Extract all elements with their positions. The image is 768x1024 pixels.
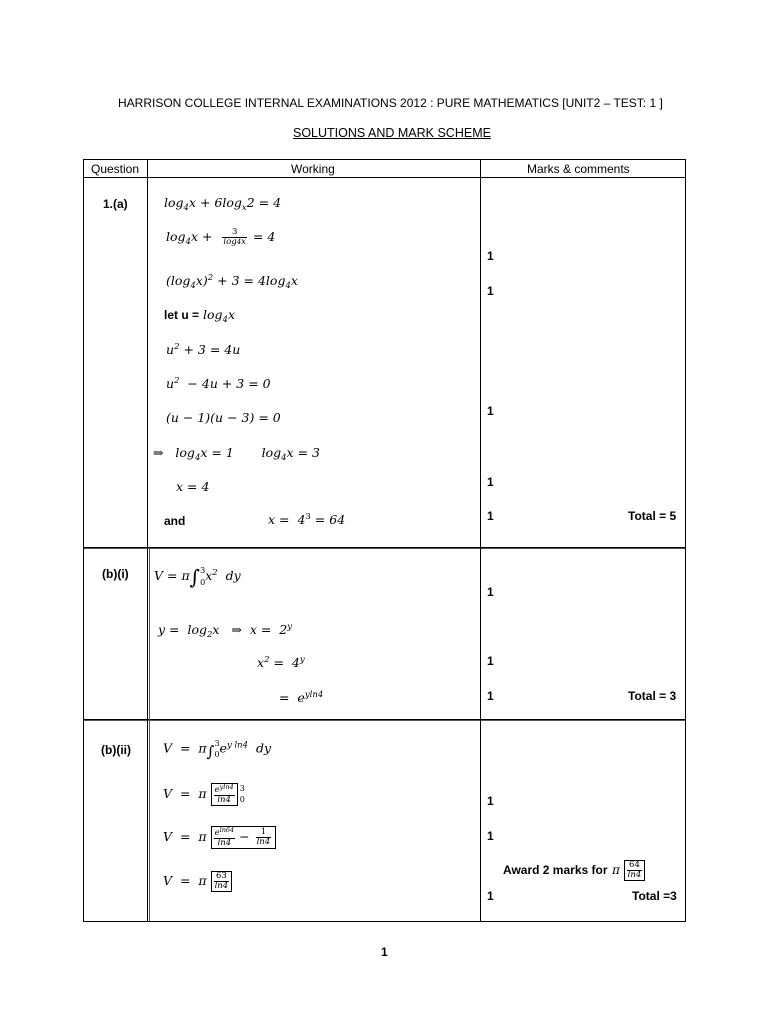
document-subtitle: SOLUTIONS AND MARK SCHEME xyxy=(293,126,491,140)
working-1bii-line2: V = π $\frac{e^{yln4}}{\ln 4}$ 3 0 xyxy=(163,783,245,805)
document-title: HARRISON COLLEGE INTERNAL EXAMINATIONS 2012 : PURE MATHEMATICS [UNIT2 – TEST: 1 ] xyxy=(118,96,663,110)
mark-1a-4: 1 xyxy=(487,475,494,489)
working-1bi-line2: $y = \log_2x$ ⇒ x = 2$^y$ xyxy=(158,622,293,640)
question-label-1bi: (b)(i) xyxy=(102,567,129,581)
mark-1bi-3: 1 xyxy=(487,689,494,703)
working-1a-line3: $(\log_4x)^2 + 3 = 4\log_4x$ xyxy=(166,273,298,291)
working-1a-line2: $\log_4x$ + $\frac{3}{\log 4x}$ = 4 xyxy=(166,227,276,247)
column-header-question: Question xyxy=(91,162,140,176)
total-1bi: Total = 3 xyxy=(628,689,677,703)
total-1a: Total = 5 xyxy=(628,509,677,523)
total-1bii: Total =3 xyxy=(632,889,677,903)
working-1bii-line3: V = π $\frac{e^{ln64}}{\ln 4}$ − $\frac{1}{\ln 4}$ xyxy=(163,826,276,849)
question-label-1a: 1.(a) xyxy=(103,197,128,211)
working-1a-line10: $x = 4^3 = 64$ xyxy=(268,512,346,527)
working-1a-line7: (u − 1)(u − 3) = 0 xyxy=(166,410,281,425)
question-label-1bii: (b)(ii) xyxy=(101,743,131,757)
award-text: Award 2 marks for xyxy=(503,862,608,877)
working-1a-line4: let $u = \log_4x$ xyxy=(164,307,235,325)
working-1a-line6: $u^2 - 4u + 3 = 0$ xyxy=(166,376,271,391)
mark-1a-5: 1 xyxy=(487,509,494,523)
working-1bi-line3: $x^2 = 4^y$ xyxy=(257,655,305,670)
column-header-marks: Marks & comments xyxy=(527,162,630,176)
mark-1a-2: 1 xyxy=(487,284,494,298)
let-label: let u = xyxy=(164,308,200,322)
mark-1bi-1: 1 xyxy=(487,585,494,599)
mark-1bii-3: 1 xyxy=(487,889,494,903)
mark-1a-1: 1 xyxy=(487,249,494,263)
working-1bii-line4: V = π $\frac{63}{\ln 4}$ xyxy=(163,871,232,892)
mark-1bii-2: 1 xyxy=(487,829,494,843)
working-1bi-line4: = $e^{yln4}$ xyxy=(279,690,324,705)
award-comment: Award 2 marks for π $\frac{64}{\ln 4}$ xyxy=(503,860,645,881)
mark-1bi-2: 1 xyxy=(487,654,494,668)
working-1bii-line1: V = π∫3 $0e^{y ln4}$ dy xyxy=(163,739,272,761)
working-1a-line9: x = 4 xyxy=(176,479,210,494)
working-1bi-line1: V = π∫3 $0x^2$ dy xyxy=(154,565,241,589)
column-header-working: Working xyxy=(291,162,335,176)
and-label: and xyxy=(164,514,186,528)
working-1a-line1: $\log_4x + 6\log_x2 = 4$ xyxy=(164,195,282,213)
page-number: 1 xyxy=(381,945,388,959)
working-1a-line8: ⇒ $\log_4x = 1$ $\log_4x = 3$ xyxy=(153,445,320,463)
working-1a-line5: $u^2 + 3 = 4u$ xyxy=(166,342,241,357)
mark-1bii-1: 1 xyxy=(487,794,494,808)
mark-1a-3: 1 xyxy=(487,404,494,418)
